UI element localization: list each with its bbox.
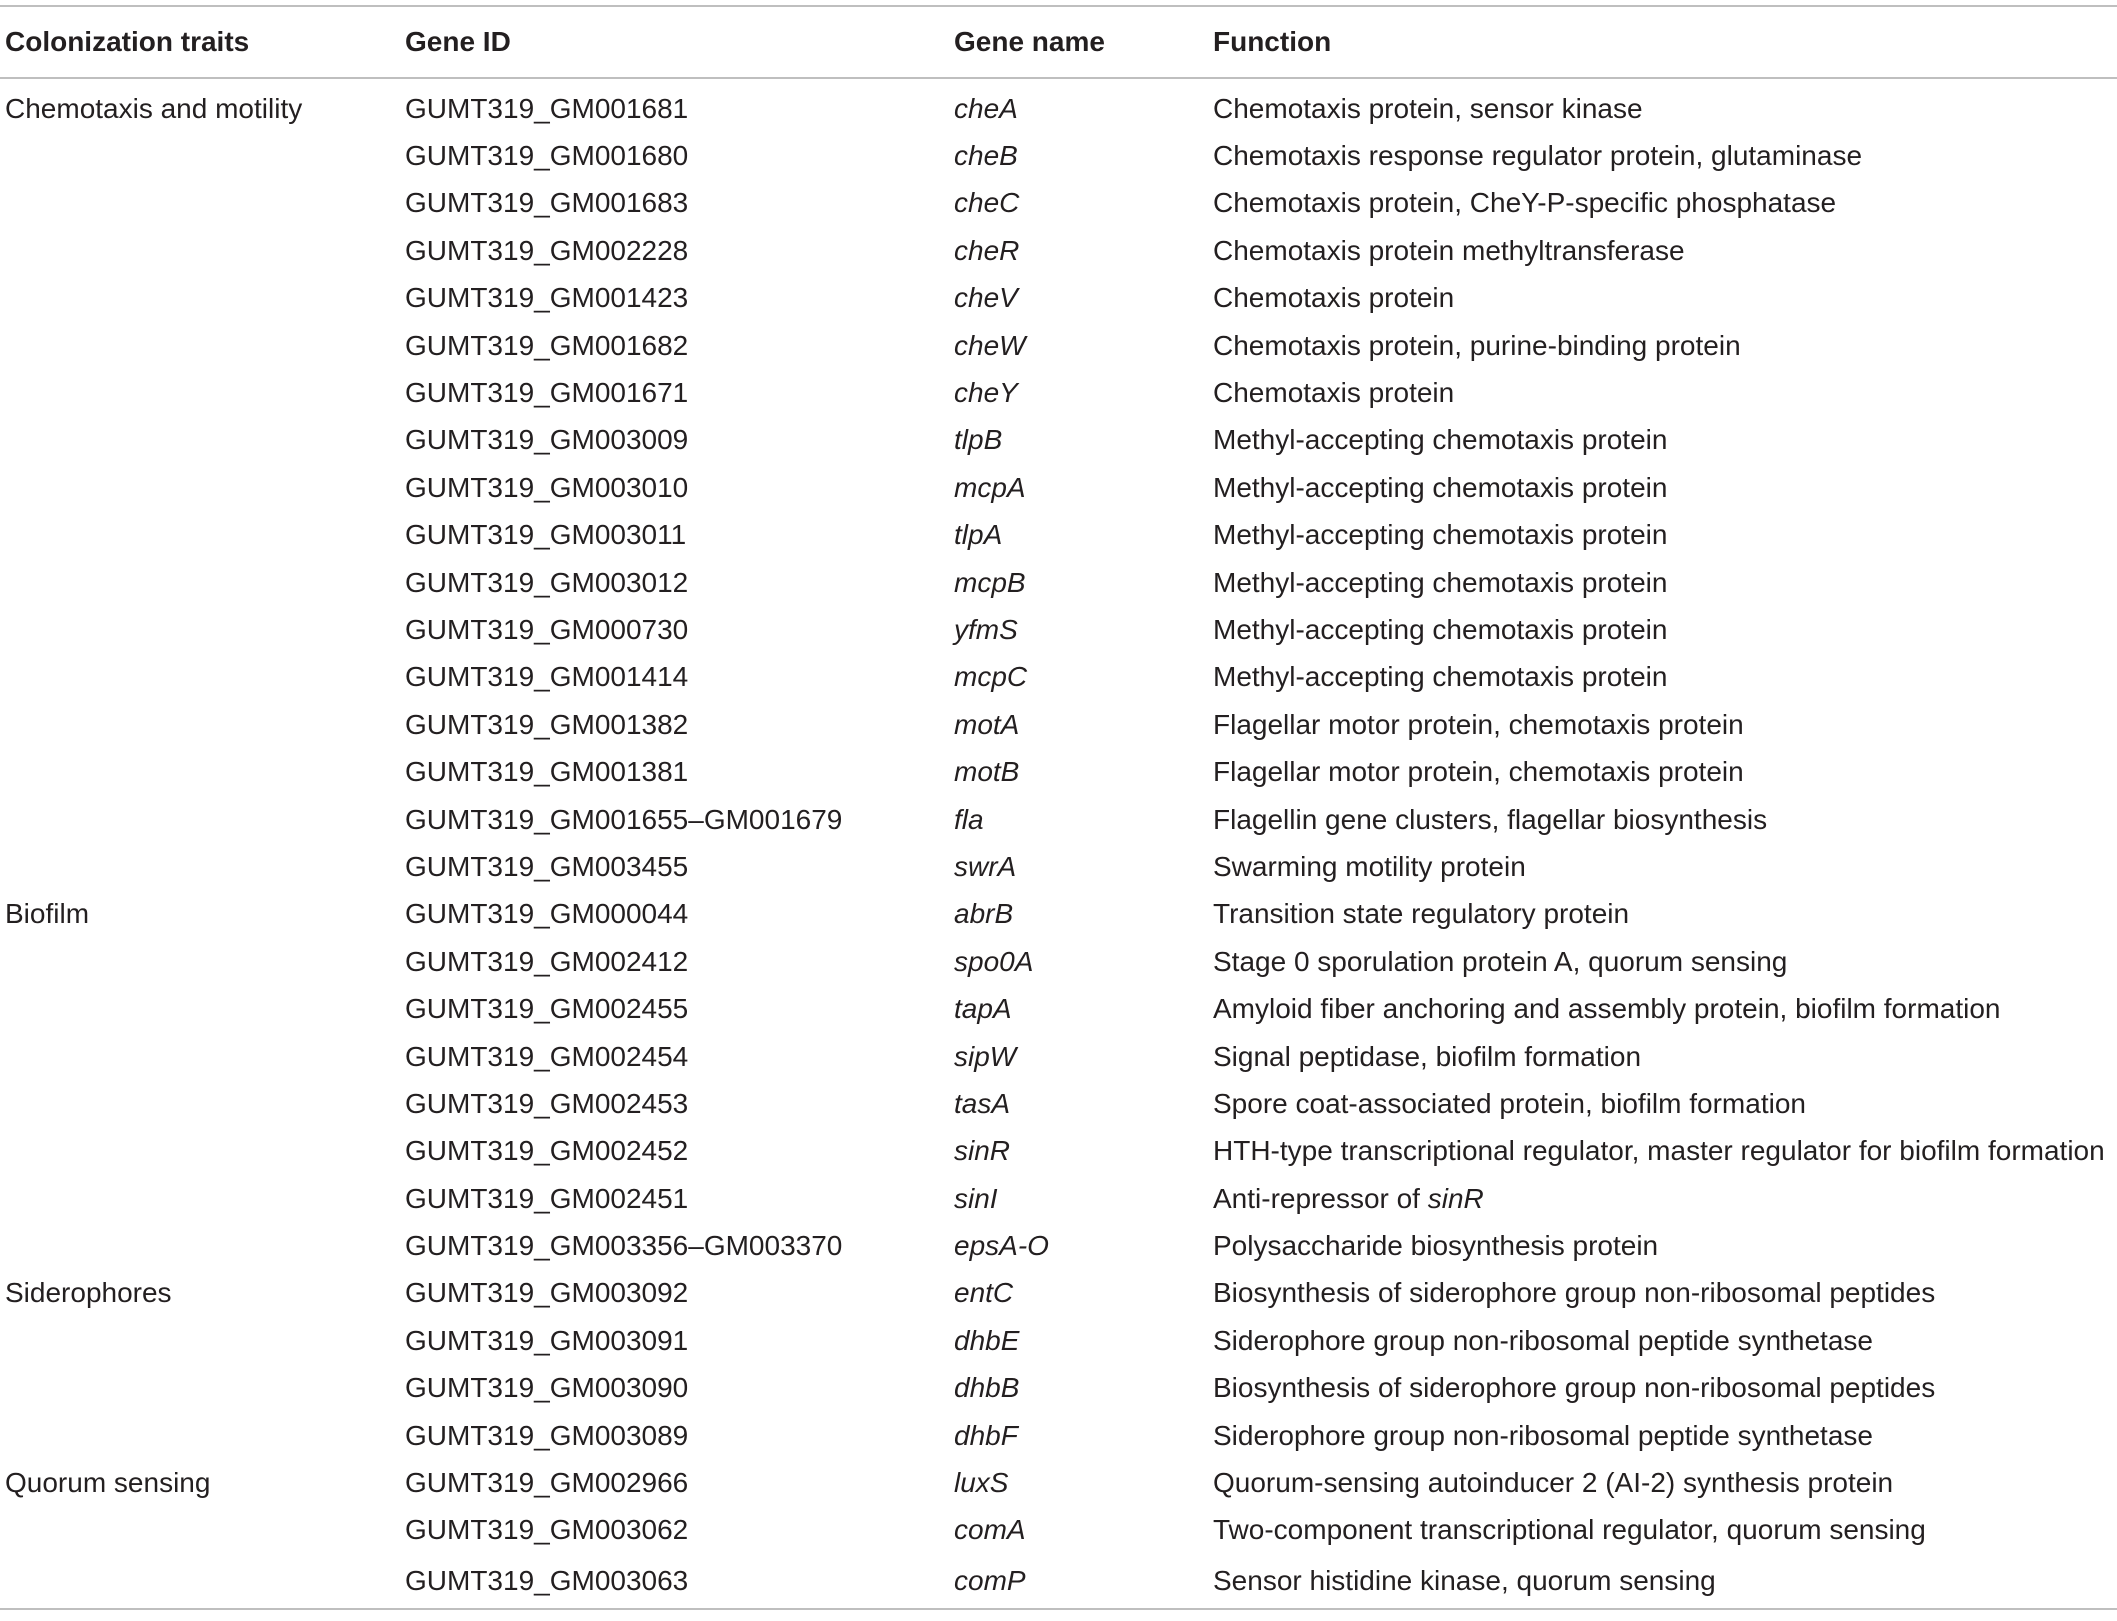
table-row xyxy=(0,1412,2117,1459)
function-text: Transition state regulatory protein xyxy=(1213,898,1630,930)
cell-gene-id: GUMT319_GM003090 xyxy=(405,1372,689,1404)
cell-gene-name: epsA-O xyxy=(954,1230,1049,1262)
cell-gene-id: GUMT319_GM000730 xyxy=(405,613,689,645)
cell-gene-name: abrB xyxy=(954,898,1014,930)
cell-gene-name: swrA xyxy=(954,850,1017,882)
cell-colonization-trait: Quorum sensing xyxy=(5,1467,211,1499)
cell-gene-id: GUMT319_GM001671 xyxy=(405,377,689,409)
cell-function xyxy=(1213,464,2117,511)
function-text: Flagellar motor protein, chemotaxis protein xyxy=(1213,756,1744,788)
cell-colonization-trait xyxy=(0,369,405,416)
function-text: Chemotaxis response regulator protein, glutaminase xyxy=(1213,140,1863,172)
function-text: Signal peptidase, biofilm formation xyxy=(1213,1040,1642,1072)
cell-gene-id: GUMT319_GM001682 xyxy=(405,329,689,361)
gene-table-container xyxy=(0,5,2117,1610)
function-text: Anti-repressor of xyxy=(1213,1182,1428,1214)
cell-colonization-trait: Chemotaxis and motility xyxy=(5,92,303,124)
cell-colonization-trait xyxy=(0,417,405,464)
cell-function xyxy=(1213,748,2117,795)
cell-function xyxy=(1213,938,2117,985)
function-text: Chemotaxis protein, purine-binding protein xyxy=(1213,329,1741,361)
cell-gene-name: sinI xyxy=(954,1182,998,1214)
function-text: Flagellin gene clusters, flagellar biosynthesis xyxy=(1213,803,1768,835)
cell-function xyxy=(1213,701,2117,748)
cell-colonization-trait xyxy=(0,1128,405,1175)
cell-function xyxy=(1213,843,2117,890)
table-row xyxy=(0,748,2117,795)
table-row xyxy=(0,1222,2117,1269)
cell-colonization-trait xyxy=(0,464,405,511)
cell-function xyxy=(1213,512,2117,559)
table-row xyxy=(0,1080,2117,1127)
table-row xyxy=(0,1507,2117,1554)
table-row xyxy=(0,1459,2117,1506)
cell-colonization-trait xyxy=(0,1554,405,1609)
function-text: Chemotaxis protein, sensor kinase xyxy=(1213,92,1643,124)
function-text: Biosynthesis of siderophore group non-ribosomal peptides xyxy=(1213,1277,1936,1309)
function-text: Methyl-accepting chemotaxis protein xyxy=(1213,566,1668,598)
cell-function xyxy=(1213,1128,2117,1175)
cell-colonization-trait xyxy=(0,1175,405,1222)
cell-gene-id: GUMT319_GM000044 xyxy=(405,898,689,930)
cell-colonization-trait xyxy=(0,1507,405,1554)
cell-function xyxy=(1213,1270,2117,1317)
table-row xyxy=(0,512,2117,559)
cell-gene-name: motA xyxy=(954,708,1020,740)
function-text: Methyl-accepting chemotaxis protein xyxy=(1213,519,1668,551)
cell-gene-name: fla xyxy=(954,803,984,835)
cell-colonization-trait: Siderophores xyxy=(5,1277,172,1309)
cell-function xyxy=(1213,1507,2117,1554)
cell-gene-name: motB xyxy=(954,756,1020,788)
function-text: Quorum-sensing autoinducer 2 (AI-2) synthesis protein xyxy=(1213,1467,1894,1499)
table-row xyxy=(0,78,2117,132)
cell-colonization-trait xyxy=(0,1365,405,1412)
function-text: Chemotaxis protein xyxy=(1213,377,1455,409)
table-row xyxy=(0,275,2117,322)
cell-gene-name: cheB xyxy=(954,140,1018,172)
cell-gene-id: GUMT319_GM003011 xyxy=(405,519,687,551)
cell-colonization-trait: Biofilm xyxy=(5,898,90,930)
function-text: Chemotaxis protein, CheY-P-specific phosphatase xyxy=(1213,187,1837,219)
cell-colonization-trait xyxy=(0,985,405,1032)
cell-gene-id: GUMT319_GM001423 xyxy=(405,282,689,314)
cell-gene-name: cheW xyxy=(954,329,1026,361)
cell-function xyxy=(1213,180,2117,227)
cell-gene-id: GUMT319_GM002966 xyxy=(405,1467,689,1499)
cell-function xyxy=(1213,227,2117,274)
header-row xyxy=(0,6,2117,78)
table-row xyxy=(0,1554,2117,1609)
cell-gene-id: GUMT319_GM001381 xyxy=(405,756,689,788)
cell-gene-name: cheV xyxy=(954,282,1018,314)
cell-colonization-trait xyxy=(0,132,405,179)
cell-gene-id: GUMT319_GM003012 xyxy=(405,566,689,598)
cell-gene-id: GUMT319_GM001681 xyxy=(405,92,689,124)
cell-function xyxy=(1213,1080,2117,1127)
colonization-genes-table xyxy=(0,5,2117,1610)
cell-gene-name: tapA xyxy=(954,993,1012,1025)
cell-colonization-trait xyxy=(0,559,405,606)
function-text: Stage 0 sporulation protein A, quorum sensing xyxy=(1213,945,1788,977)
cell-colonization-trait xyxy=(0,938,405,985)
cell-gene-id: GUMT319_GM001683 xyxy=(405,187,689,219)
cell-colonization-trait xyxy=(0,748,405,795)
table-row xyxy=(0,654,2117,701)
table-row xyxy=(0,985,2117,1032)
cell-gene-name: mcpB xyxy=(954,566,1026,598)
header-colonization-traits: Colonization traits xyxy=(0,6,405,78)
cell-colonization-trait xyxy=(0,1033,405,1080)
cell-gene-name: cheY xyxy=(954,377,1018,409)
function-text: Flagellar motor protein, chemotaxis protein xyxy=(1213,708,1744,740)
cell-gene-id: GUMT319_GM003092 xyxy=(405,1277,689,1309)
cell-colonization-trait xyxy=(0,654,405,701)
cell-colonization-trait xyxy=(0,843,405,890)
cell-gene-name: dhbB xyxy=(954,1372,1020,1404)
function-italic-text: sinR xyxy=(1427,1182,1484,1214)
table-row xyxy=(0,796,2117,843)
cell-function xyxy=(1213,1412,2117,1459)
cell-function xyxy=(1213,559,2117,606)
function-text: HTH-type transcriptional regulator, master regulator for biofilm formation xyxy=(1213,1135,2105,1167)
cell-colonization-trait xyxy=(0,1222,405,1269)
function-text: Siderophore group non-ribosomal peptide synthetase xyxy=(1213,1419,1873,1451)
cell-gene-name: comP xyxy=(954,1554,1213,1609)
cell-colonization-trait xyxy=(0,180,405,227)
cell-gene-id: GUMT319_GM003062 xyxy=(405,1514,689,1546)
table-row xyxy=(0,1365,2117,1412)
cell-gene-id: GUMT319_GM002453 xyxy=(405,1087,689,1119)
cell-gene-id: GUMT319_GM003455 xyxy=(405,850,689,882)
table-row xyxy=(0,464,2117,511)
table-row xyxy=(0,843,2117,890)
cell-gene-id: GUMT319_GM001655–GM001679 xyxy=(405,803,843,835)
cell-gene-id: GUMT319_GM003091 xyxy=(405,1324,689,1356)
function-text: Chemotaxis protein xyxy=(1213,282,1455,314)
function-text: Methyl-accepting chemotaxis protein xyxy=(1213,471,1668,503)
cell-gene-name: comA xyxy=(954,1514,1026,1546)
table-row xyxy=(0,180,2117,227)
cell-gene-id: GUMT319_GM003063 xyxy=(405,1554,954,1609)
table-row xyxy=(0,559,2117,606)
table-row xyxy=(0,369,2117,416)
table-row xyxy=(0,701,2117,748)
cell-function xyxy=(1213,1175,2117,1222)
cell-colonization-trait xyxy=(0,275,405,322)
cell-function xyxy=(1213,1459,2117,1506)
cell-gene-id: GUMT319_GM002454 xyxy=(405,1040,689,1072)
table-row xyxy=(0,1128,2117,1175)
cell-gene-name: luxS xyxy=(954,1467,1009,1499)
cell-function xyxy=(1213,417,2117,464)
table-row xyxy=(0,1270,2117,1317)
cell-gene-name: entC xyxy=(954,1277,1014,1309)
cell-gene-id: GUMT319_GM002412 xyxy=(405,945,689,977)
function-text: Swarming motility protein xyxy=(1213,850,1526,882)
cell-colonization-trait xyxy=(0,1412,405,1459)
cell-function xyxy=(1213,891,2117,938)
table-row xyxy=(0,132,2117,179)
table-row xyxy=(0,606,2117,653)
function-text: Methyl-accepting chemotaxis protein xyxy=(1213,661,1668,693)
cell-gene-id: GUMT319_GM003009 xyxy=(405,424,689,456)
cell-function xyxy=(1213,796,2117,843)
table-row xyxy=(0,227,2117,274)
cell-function xyxy=(1213,78,2117,132)
cell-gene-id: GUMT319_GM002455 xyxy=(405,993,689,1025)
cell-gene-name: mcpC xyxy=(954,661,1028,693)
cell-colonization-trait xyxy=(0,701,405,748)
table-body xyxy=(0,78,2117,1609)
cell-colonization-trait xyxy=(0,512,405,559)
header-gene-name: Gene name xyxy=(954,6,1213,78)
cell-function xyxy=(1213,275,2117,322)
cell-colonization-trait xyxy=(0,796,405,843)
cell-gene-name: tlpB xyxy=(954,424,1003,456)
cell-function xyxy=(1213,1365,2117,1412)
function-text: Sensor histidine kinase, quorum sensing xyxy=(1213,1565,1716,1597)
cell-gene-id: GUMT319_GM003089 xyxy=(405,1419,689,1451)
cell-function xyxy=(1213,1222,2117,1269)
table-row xyxy=(0,891,2117,938)
cell-function xyxy=(1213,654,2117,701)
cell-function xyxy=(1213,606,2117,653)
cell-gene-name: tlpA xyxy=(954,519,1003,551)
table-row xyxy=(0,1317,2117,1364)
cell-gene-name: cheA xyxy=(954,92,1018,124)
cell-function xyxy=(1213,1033,2117,1080)
cell-gene-name: mcpA xyxy=(954,471,1026,503)
header-function: Function xyxy=(1213,6,2117,78)
function-text: Polysaccharide biosynthesis protein xyxy=(1213,1230,1659,1262)
cell-function xyxy=(1213,322,2117,369)
cell-function xyxy=(1213,1317,2117,1364)
table-row xyxy=(0,1033,2117,1080)
cell-function xyxy=(1213,985,2117,1032)
cell-colonization-trait xyxy=(0,227,405,274)
cell-function xyxy=(1213,369,2117,416)
function-text: Spore coat-associated protein, biofilm formation xyxy=(1213,1087,1806,1119)
function-text: Two-component transcriptional regulator, quorum sensing xyxy=(1213,1514,1926,1546)
cell-gene-id: GUMT319_GM001382 xyxy=(405,708,689,740)
function-text: Biosynthesis of siderophore group non-ribosomal peptides xyxy=(1213,1372,1936,1404)
cell-gene-id: GUMT319_GM001680 xyxy=(405,140,689,172)
function-text: Methyl-accepting chemotaxis protein xyxy=(1213,424,1668,456)
cell-gene-name: yfmS xyxy=(954,613,1018,645)
cell-gene-name: dhbE xyxy=(954,1324,1020,1356)
cell-gene-name: cheC xyxy=(954,187,1020,219)
function-text: Amyloid fiber anchoring and assembly protein, biofilm formation xyxy=(1213,993,2001,1025)
cell-gene-name: cheR xyxy=(954,234,1020,266)
function-text: Methyl-accepting chemotaxis protein xyxy=(1213,613,1668,645)
cell-colonization-trait xyxy=(0,606,405,653)
cell-colonization-trait xyxy=(0,1080,405,1127)
table-row xyxy=(0,322,2117,369)
cell-gene-name: dhbF xyxy=(954,1419,1018,1451)
cell-gene-id: GUMT319_GM002228 xyxy=(405,234,689,266)
cell-gene-id: GUMT319_GM002452 xyxy=(405,1135,689,1167)
table-header xyxy=(0,6,2117,78)
cell-function xyxy=(1213,1554,2117,1609)
table-row xyxy=(0,1175,2117,1222)
cell-gene-id: GUMT319_GM003010 xyxy=(405,471,689,503)
cell-gene-id: GUMT319_GM002451 xyxy=(405,1182,689,1214)
cell-colonization-trait xyxy=(0,1317,405,1364)
table-row xyxy=(0,417,2117,464)
header-gene-id: Gene ID xyxy=(405,6,954,78)
cell-gene-id: GUMT319_GM003356–GM003370 xyxy=(405,1230,843,1262)
cell-gene-name: tasA xyxy=(954,1087,1011,1119)
cell-gene-name: sipW xyxy=(954,1040,1017,1072)
cell-gene-name: sinR xyxy=(954,1135,1011,1167)
function-text: Siderophore group non-ribosomal peptide synthetase xyxy=(1213,1324,1873,1356)
table-row xyxy=(0,938,2117,985)
cell-colonization-trait xyxy=(0,322,405,369)
function-text: Chemotaxis protein methyltransferase xyxy=(1213,234,1685,266)
cell-gene-name: spo0A xyxy=(954,945,1034,977)
cell-gene-id: GUMT319_GM001414 xyxy=(405,661,689,693)
cell-function xyxy=(1213,132,2117,179)
